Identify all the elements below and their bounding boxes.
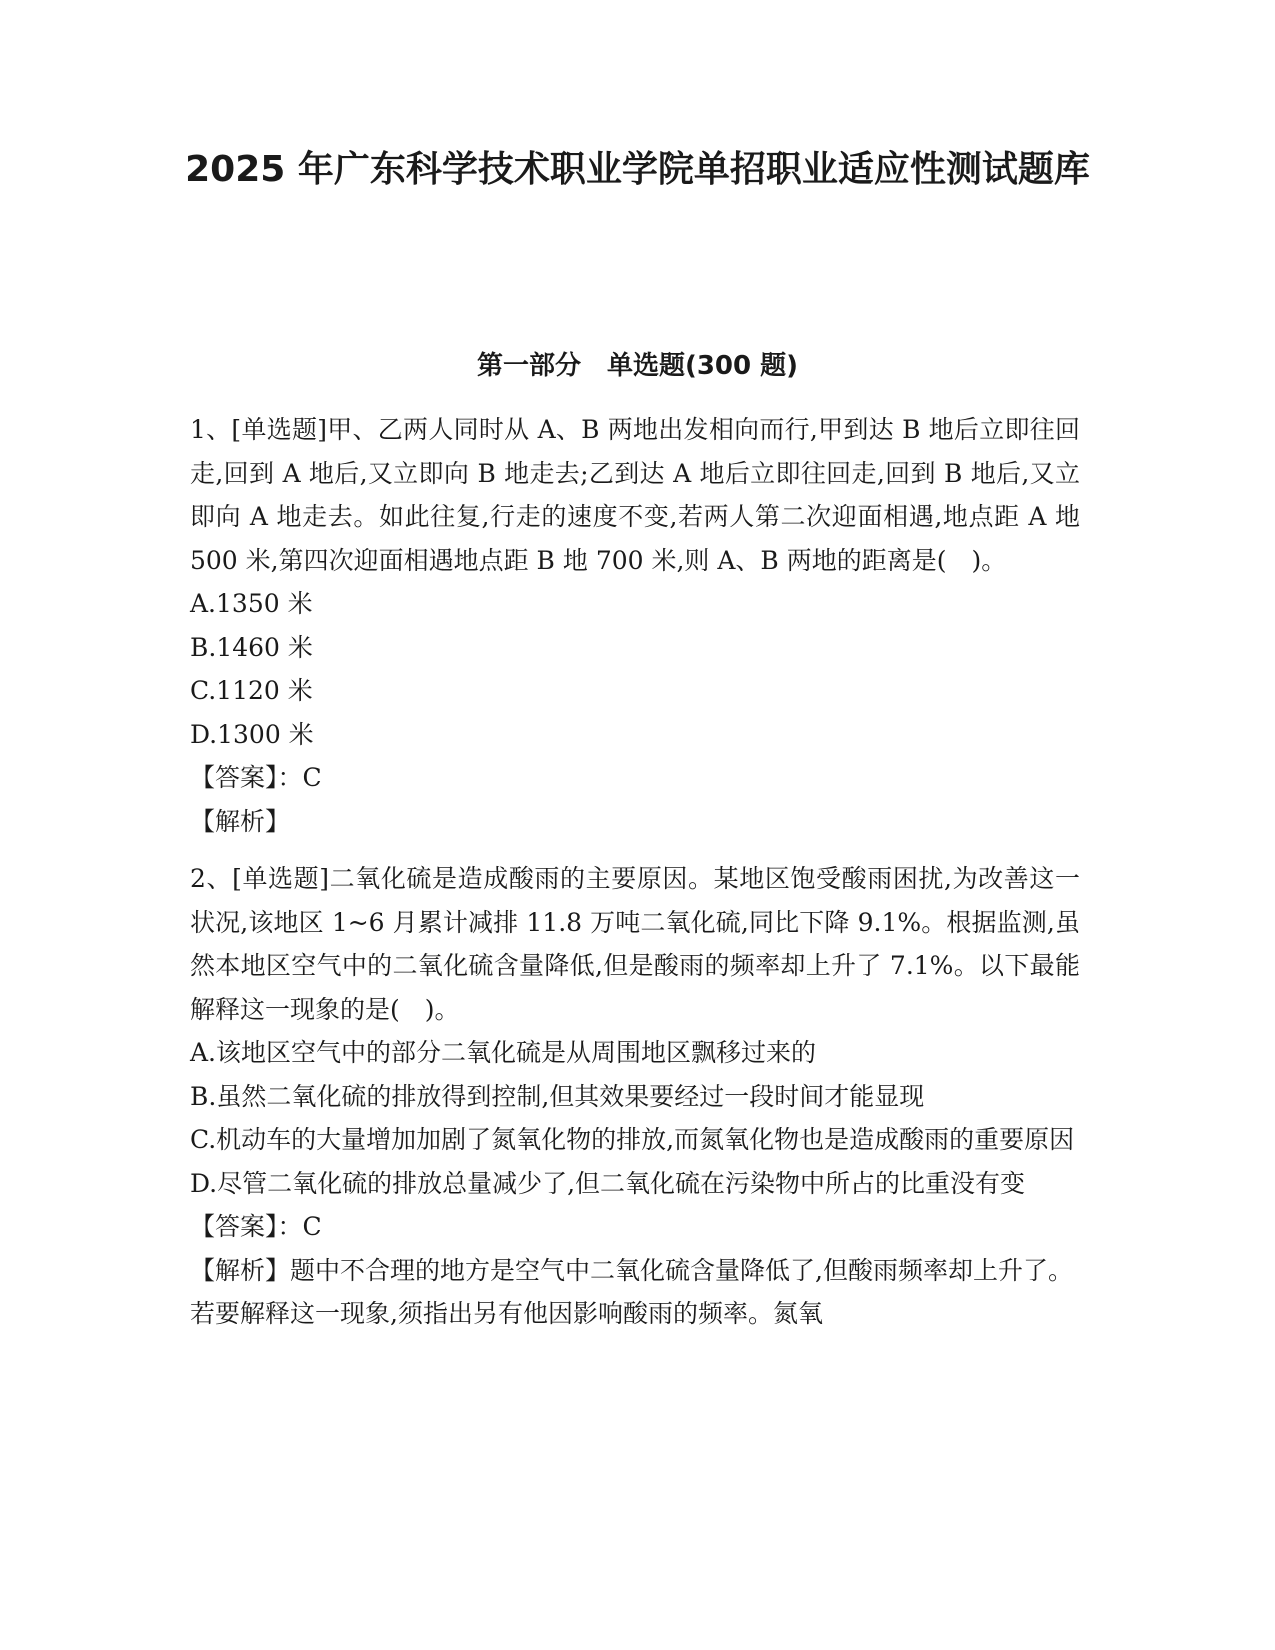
answer-line: 【答案】：C — [190, 763, 322, 792]
option-d: D.尽管二氧化硫的排放总量减少了,但二氧化硫在污染物中所占的比重没有变 — [190, 1168, 1026, 1198]
section-title: 第一部分 单选题(300 题) — [476, 351, 799, 381]
answer-line: 【答案】：C — [190, 1212, 322, 1241]
document-title: 2025 年广东科学技术职业学院单招职业适应性测试题库 — [185, 149, 1090, 190]
option-b: B.1460 米 — [190, 632, 313, 662]
question-spacer — [190, 843, 1080, 857]
question-stem: 2、[单选题]二氧化硫是造成酸雨的主要原因。某地区饱受酸雨困扰,为改善这一状况,该地区 1~6 月累计减排 11.8 万吨二氧化硫,同比下降 9.1%。根据监测,虽然本地区空气中的二氧化硫含量降低,但是酸雨的频率却上升了 7.1%。以下最能解释这一现象的是( )。 — [190, 864, 1080, 1024]
option-b: B.虽然二氧化硫的排放得到控制,但其效果要经过一段时间才能显现 — [190, 1081, 925, 1111]
question-stem: 1、[单选题]甲、乙两人同时从 A、B 两地出发相向而行,甲到达 B 地后立即往回走,回到 A 地后,又立即向 B 地走去;乙到达 A 地后立即往回走,回到 B 地后,又立即向 A 地走去。如此往复,行走的速度不变,若两人第二次迎面相遇,地点距 A 地 500 米,第四次迎面相遇地点距 B 地 700 米,则 A、B 两地的距离是( )。 — [190, 415, 1080, 575]
question-1 — [190, 408, 1080, 843]
option-c: C.机动车的大量增加加剧了氮氧化物的排放,而氮氧化物也是造成酸雨的重要原因 — [190, 1125, 1075, 1154]
analysis-line: 【解析】题中不合理的地方是空气中二氧化硫含量降低了,但酸雨频率却上升了。若要解释这一现象,须指出另有他因影响酸雨的频率。氮氧 — [190, 1255, 1073, 1328]
option-a: A.1350 米 — [190, 589, 313, 618]
analysis-line: 【解析】 — [190, 806, 291, 836]
option-c: C.1120 米 — [190, 676, 313, 705]
question-list — [190, 408, 1080, 1336]
question-2 — [190, 857, 1080, 1336]
option-d: D.1300 米 — [190, 719, 314, 749]
option-a: A.该地区空气中的部分二氧化硫是从周围地区飘移过来的 — [190, 1038, 817, 1067]
